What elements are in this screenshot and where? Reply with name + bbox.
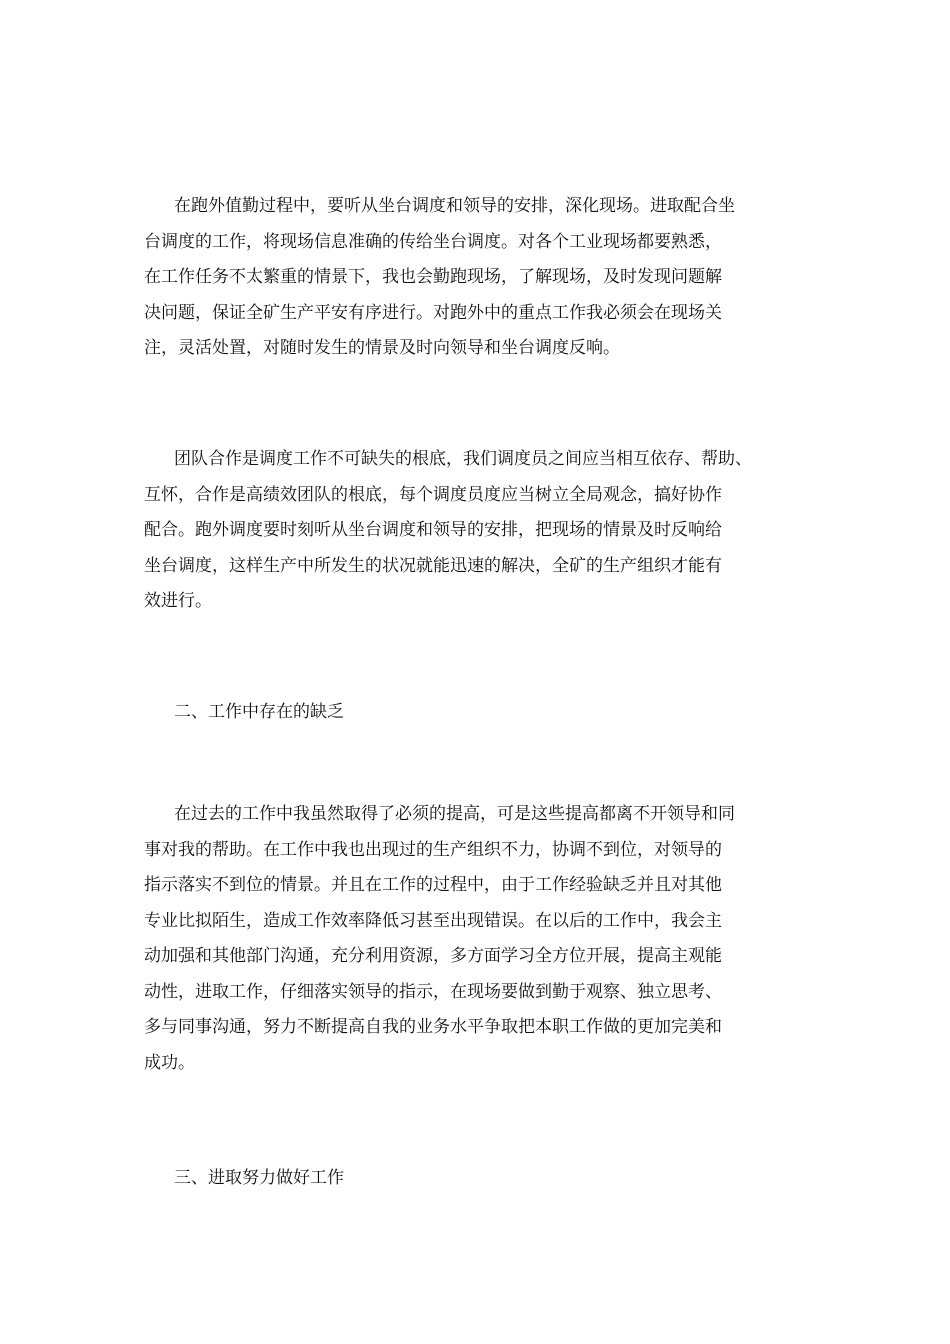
paragraph-line: 效进行。: [144, 591, 212, 611]
paragraph-line: 坐台调度，这样生产中所发生的状况就能迅速的解决，全矿的生产组织才能有: [144, 555, 722, 576]
paragraph-line: 团队合作是调度工作不可缺失的根底，我们调度员之间应当相互依存、帮助、: [174, 449, 752, 469]
paragraph-duty-work: [144, 189, 814, 367]
section-heading-effort: 三、进取努力做好工作: [174, 1168, 344, 1188]
section-heading-shortcomings: 二、工作中存在的缺乏: [174, 702, 344, 722]
paragraph-line: 决问题，保证全矿生产平安有序进行。对跑外中的重点工作我必须会在现场关: [144, 302, 722, 323]
paragraph-line: 事对我的帮助。在工作中我也出现过的生产组织不力，协调不到位，对领导的: [144, 839, 722, 860]
paragraph-line: 多与同事沟通，努力不断提高自我的业务水平争取把本职工作做的更加完美和: [144, 1017, 722, 1037]
paragraph-line: 动加强和其他部门沟通，充分利用资源，多方面学习全方位开展，提高主观能: [144, 946, 722, 966]
paragraph-line: 专业比拟陌生，造成工作效率降低习甚至出现错误。在以后的工作中，我会主: [144, 910, 722, 931]
paragraph-teamwork: [144, 442, 814, 620]
paragraph-line: 在过去的工作中我虽然取得了必须的提高，可是这些提高都离不开领导和同: [174, 804, 735, 824]
paragraph-line: 动性，进取工作，仔细落实领导的指示，在现场要做到勤于观察、独立思考、: [144, 981, 722, 1002]
paragraph-line: 成功。: [144, 1052, 195, 1073]
paragraph-line: 互怀，合作是高绩效团队的根底，每个调度员度应当树立全局观念，搞好协作: [144, 484, 722, 505]
paragraph-line: 指示落实不到位的情景。并且在工作的过程中，由于工作经验缺乏并且对其他: [144, 875, 722, 895]
paragraph-line: 配合。跑外调度要时刻听从坐台调度和领导的安排，把现场的情景及时反响给: [144, 520, 722, 540]
paragraph-line: 在跑外值勤过程中，要听从坐台调度和领导的安排，深化现场。进取配合坐: [174, 196, 735, 216]
paragraph-shortcomings: [144, 797, 814, 1081]
paragraph-line: 注，灵活处置，对随时发生的情景及时向领导和坐台调度反响。: [144, 338, 620, 358]
paragraph-line: 台调度的工作，将现场信息准确的传给坐台调度。对各个工业现场都要熟悉，: [144, 231, 722, 252]
paragraph-line: 在工作任务不太繁重的情景下，我也会勤跑现场，了解现场，及时发现问题解: [144, 267, 722, 287]
